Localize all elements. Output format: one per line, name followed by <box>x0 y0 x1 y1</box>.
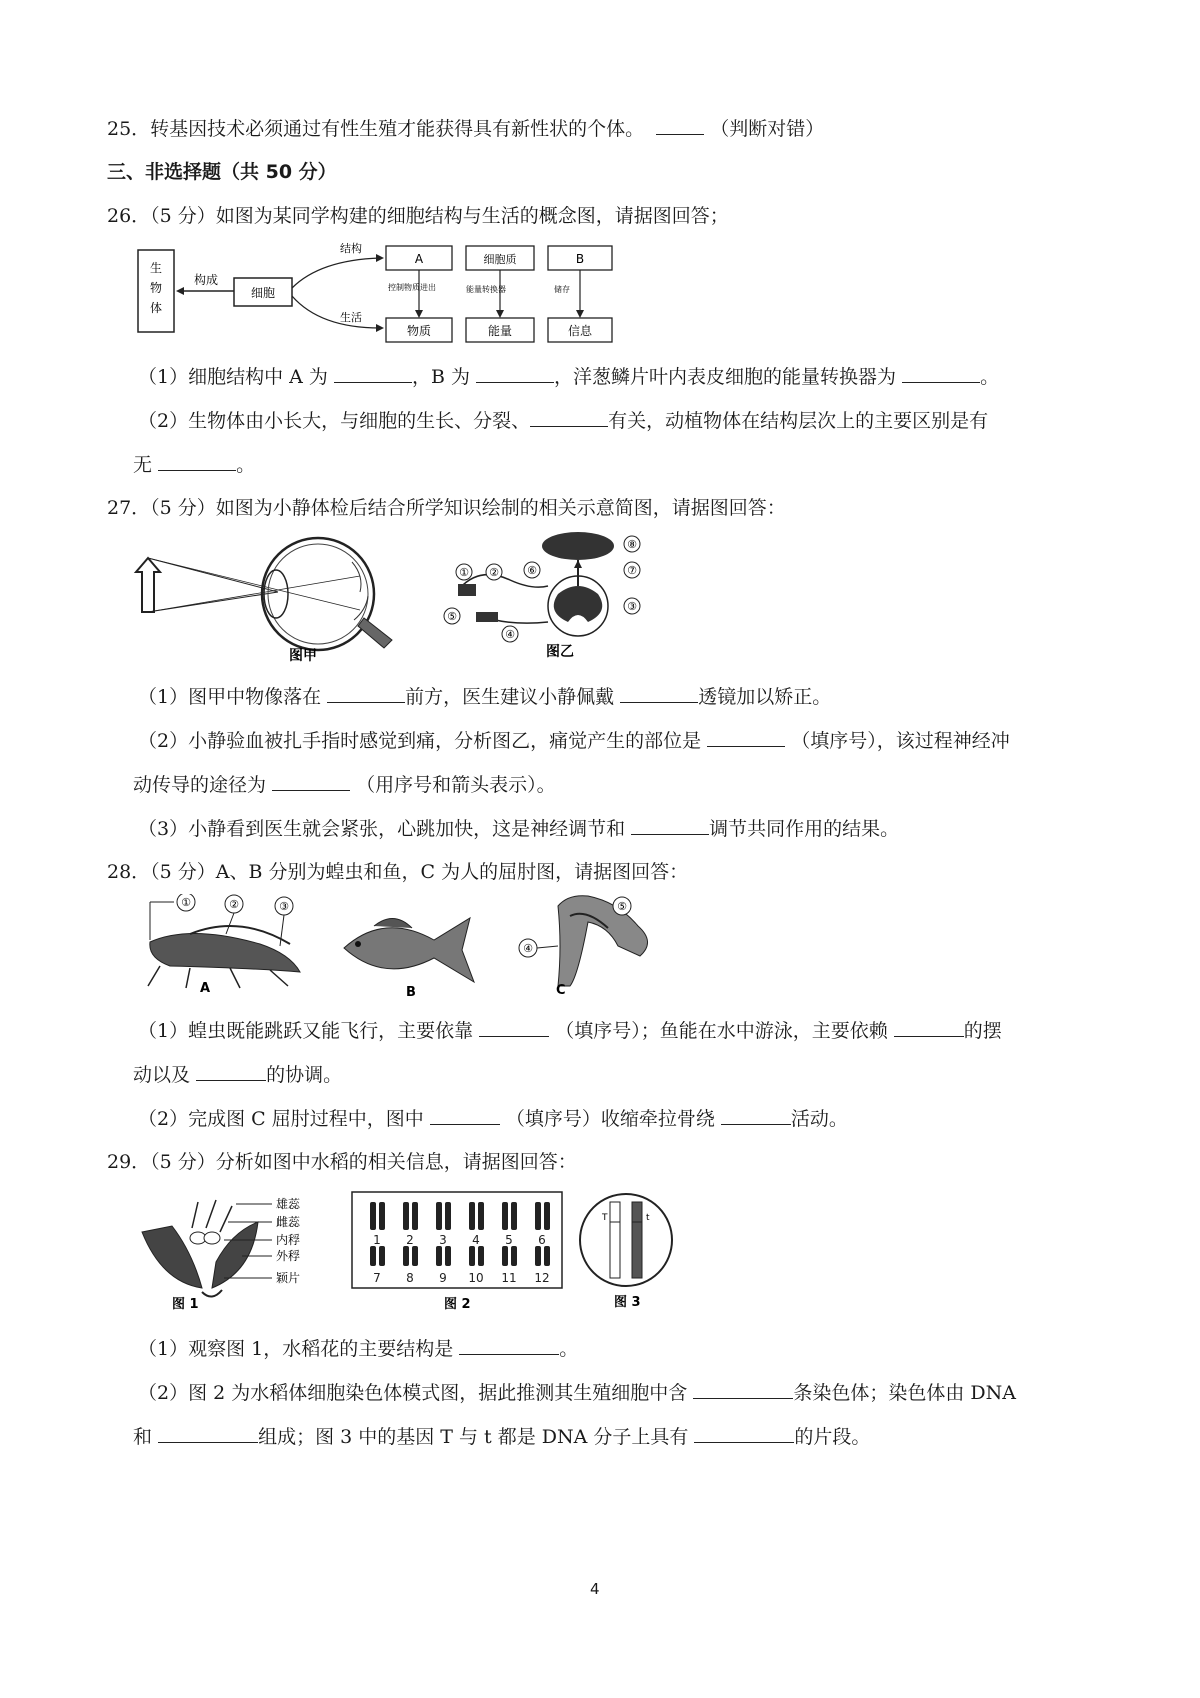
answer-blank[interactable] <box>707 728 785 747</box>
fig-label-c: C <box>556 983 566 996</box>
chromosome <box>535 1246 541 1266</box>
q29-part2-cont <box>133 1424 870 1449</box>
num-5: ⑤ <box>447 610 457 623</box>
q28-p1-text-e: 的协调。 <box>266 1064 343 1086</box>
fig3-label: 图 3 <box>614 1295 641 1310</box>
label-pistil: 雌蕊 <box>276 1215 301 1229</box>
answer-blank[interactable] <box>327 684 405 703</box>
q29-stem: 29．（5 分）分析如图中水稻的相关信息，请据图回答： <box>107 1151 577 1173</box>
answer-blank[interactable] <box>430 1106 500 1125</box>
q28-p2-text-b: （填序号）收缩牵拉骨绕 <box>505 1108 715 1130</box>
answer-blank[interactable] <box>476 364 554 383</box>
answer-blank[interactable] <box>656 116 704 135</box>
q29-p2-text-b: 条染色体；染色体由 DNA <box>793 1382 1016 1404</box>
q27-part2 <box>138 728 1010 753</box>
chromosome <box>379 1202 385 1230</box>
gene-t: t <box>646 1213 650 1223</box>
chromosome <box>403 1202 409 1230</box>
chromosome <box>502 1246 508 1266</box>
answer-blank[interactable] <box>196 1062 266 1081</box>
page-number: 4 <box>590 1580 600 1598</box>
q28-part1-cont <box>133 1062 342 1087</box>
eye-diagram <box>128 534 418 664</box>
answer-blank[interactable] <box>272 772 350 791</box>
chromosome <box>436 1202 442 1230</box>
q26-p1-text-b: ，B 为 <box>411 366 470 388</box>
q26-p2-text-d: 。 <box>236 454 256 476</box>
chromosome <box>544 1202 550 1230</box>
q27-part2-cont <box>133 772 556 797</box>
q26-p1-text-c: ，洋葱鳞片叶内表皮细胞的能量转换器为 <box>554 366 897 388</box>
fish-image <box>334 898 484 998</box>
fig2-label: 图 2 <box>444 1297 471 1312</box>
q26-p2-text-b: 有关，动植物体在结构层次上的主要区别是有 <box>608 410 989 432</box>
q26-p2-text: （2）生物体由小长大，与细胞的生长、分裂、 <box>138 410 531 432</box>
q27-part1 <box>138 684 831 709</box>
chromosome-number-top: 2 <box>406 1233 414 1247</box>
arrow-a-label: 控制物质进出 <box>388 283 436 292</box>
chromosome <box>469 1246 475 1266</box>
chromosome <box>370 1202 376 1230</box>
box-a: A <box>414 252 424 266</box>
q28-stem: 28．（5 分）A、B 分别为蝗虫和鱼，C 为人的屈肘图，请据图回答： <box>107 861 689 883</box>
q26-part2-cont <box>133 452 255 477</box>
chromosome-number-bottom: 7 <box>373 1271 381 1285</box>
answer-blank[interactable] <box>631 816 709 835</box>
section-title: 三、非选择题（共 50 分） <box>107 161 337 183</box>
num-6: ⑥ <box>527 564 537 577</box>
q28-part2 <box>138 1106 848 1131</box>
q29-part2 <box>138 1380 1016 1405</box>
q26-part1 <box>138 364 999 389</box>
chromosome <box>403 1246 409 1266</box>
chromosome-number-top: 5 <box>505 1233 513 1247</box>
q25-tail: （判断对错） <box>710 118 825 140</box>
chromosome <box>445 1246 451 1266</box>
gene-T: T <box>602 1213 608 1223</box>
chromosome-number-bottom: 11 <box>501 1271 517 1285</box>
answer-blank[interactable] <box>693 1380 793 1399</box>
chromosome-number-top: 3 <box>439 1233 447 1247</box>
q25-line <box>107 116 824 141</box>
answer-blank[interactable] <box>530 408 608 427</box>
q27-p1-text: （1）图甲中物像落在 <box>138 686 322 708</box>
q28-p1-text-b: （填序号）；鱼能在水中游泳，主要依赖 <box>555 1020 888 1042</box>
chromosome-number-bottom: 12 <box>534 1271 550 1285</box>
arrow-cyto-label: 能量转换器 <box>466 285 506 294</box>
organism-label-2: 物 <box>149 281 163 295</box>
chromosome <box>511 1202 517 1230</box>
chromosome <box>502 1202 508 1230</box>
answer-blank[interactable] <box>479 1018 549 1037</box>
elbow-flex-image <box>508 886 658 996</box>
q28-p1-text: （1）蝗虫既能跳跃又能飞行，主要依靠 <box>138 1020 474 1042</box>
label-lemma: 外稃 <box>276 1249 301 1263</box>
chromosome-number-bottom: 9 <box>439 1271 447 1285</box>
label-palea: 内稃 <box>276 1233 301 1247</box>
q27-p2-text-b: （填序号），该过程神经冲 <box>791 730 1010 752</box>
q26-concept-diagram <box>130 238 630 348</box>
q27-p3-text: （3）小静看到医生就会紧张，心跳加快，这是神经调节和 <box>138 818 626 840</box>
chromosome <box>478 1246 484 1266</box>
answer-blank[interactable] <box>694 1424 794 1443</box>
chromosome <box>412 1202 418 1230</box>
label-glume: 颖片 <box>276 1271 301 1285</box>
chromosome-number-bottom: 10 <box>468 1271 484 1285</box>
num-1: ① <box>459 566 469 579</box>
chromosome-diagram <box>348 1188 568 1312</box>
label-3: ③ <box>279 900 289 913</box>
num-4: ④ <box>505 628 515 641</box>
chromosome-number-top: 4 <box>472 1233 480 1247</box>
num-8: ⑧ <box>627 538 637 551</box>
fig-label-b: B <box>406 985 416 998</box>
q26-part2 <box>138 408 988 433</box>
box-b: B <box>575 252 585 266</box>
q27-p1-text-b: 前方，医生建议小静佩戴 <box>405 686 615 708</box>
q26-stem: 26．（5 分）如图为某同学构建的细胞结构与生活的概念图，请据图回答； <box>107 205 729 227</box>
chromosome <box>412 1246 418 1266</box>
rice-flower-diagram <box>132 1192 332 1312</box>
answer-blank[interactable] <box>902 364 980 383</box>
q26-p1-text-d: 。 <box>980 366 1000 388</box>
gene-diagram <box>576 1190 686 1314</box>
q29-p2-text-d: 组成；图 3 中的基因 T 与 t 都是 DNA 分子上具有 <box>258 1426 689 1448</box>
label-stamen: 雄蕊 <box>276 1197 301 1211</box>
q29-p1-text-b: 。 <box>559 1338 579 1360</box>
q29-p2-text: （2）图 2 为水稻体细胞染色体模式图，据此推测其生殖细胞中含 <box>138 1382 688 1404</box>
arrow-b-label: 储存 <box>554 285 570 294</box>
chromosome <box>436 1246 442 1266</box>
q27-part3 <box>138 816 899 841</box>
cell-label: 细胞 <box>250 286 276 300</box>
chromosome <box>445 1202 451 1230</box>
q27-p1-text-c: 透镜加以矫正。 <box>698 686 832 708</box>
q29-part1 <box>138 1336 578 1361</box>
q27-stem: 27．（5 分）如图为小静体检后结合所学知识绘制的相关示意简图，请据图回答： <box>107 497 786 519</box>
q28-p1-text-d: 动以及 <box>133 1064 191 1086</box>
chromosome <box>370 1246 376 1266</box>
num-7: ⑦ <box>627 564 637 577</box>
form-label: 构成 <box>193 273 219 287</box>
structure-label: 结构 <box>340 242 362 255</box>
label-5: ⑤ <box>617 900 627 913</box>
q27-p2-text: （2）小静验血被扎手指时感觉到痛，分析图乙，痛觉产生的部位是 <box>138 730 702 752</box>
q27-p2-text-c: 动传导的途径为 <box>133 774 267 796</box>
chromosome <box>478 1202 484 1230</box>
num-2: ② <box>489 566 499 579</box>
fig-a-label: 图甲 <box>289 648 317 664</box>
q26-p1-text: （1）细胞结构中 A 为 <box>138 366 328 388</box>
life-label: 生活 <box>340 311 362 324</box>
answer-blank[interactable] <box>158 1424 258 1443</box>
organism-label: 生 <box>149 261 163 275</box>
answer-blank[interactable] <box>721 1106 791 1125</box>
chromosome <box>511 1246 517 1266</box>
answer-blank[interactable] <box>894 1018 964 1037</box>
chromosome <box>544 1246 550 1266</box>
q28-p2-text: （2）完成图 C 屈肘过程中，图中 <box>138 1108 424 1130</box>
q27-p2-text-d: （用序号和箭头表示）。 <box>356 774 556 796</box>
fig-b-label: 图乙 <box>546 644 574 660</box>
answer-blank[interactable] <box>334 364 412 383</box>
q29-p2-text-c: 和 <box>133 1426 153 1448</box>
label-4: ④ <box>523 942 533 955</box>
bottom-box-3: 信息 <box>567 324 593 338</box>
chromosome-number-bottom: 8 <box>406 1271 414 1285</box>
chromosome-number-top: 6 <box>538 1233 546 1247</box>
q29-p2-text-e: 的片段。 <box>794 1426 871 1448</box>
fig1-label: 图 1 <box>172 1297 199 1312</box>
num-3: ③ <box>627 600 637 613</box>
chromosome <box>469 1202 475 1230</box>
box-cytoplasm: 细胞质 <box>483 253 517 266</box>
label-1: ① <box>181 896 191 909</box>
label-2: ② <box>229 898 239 911</box>
q25-text: 25．转基因技术必须通过有性生殖才能获得具有新性状的个体。 <box>107 118 645 140</box>
q29-p1-text: （1）观察图 1，水稻花的主要结构是 <box>138 1338 454 1360</box>
q28-part1 <box>138 1018 1002 1043</box>
fig-label-a: A <box>200 981 211 994</box>
chromosome <box>535 1202 541 1230</box>
q27-p3-text-b: 调节共同作用的结果。 <box>709 818 900 840</box>
answer-blank[interactable] <box>158 452 236 471</box>
q28-p2-text-c: 活动。 <box>790 1108 848 1130</box>
answer-blank[interactable] <box>620 684 698 703</box>
q26-p2-text-c: 无 <box>133 454 153 476</box>
chromosome-number-top: 1 <box>373 1233 381 1247</box>
bottom-box-1: 物质 <box>406 324 432 338</box>
grasshopper-image <box>130 894 310 994</box>
chromosome <box>379 1246 385 1266</box>
bottom-box-2: 能量 <box>487 324 513 338</box>
organism-label-3: 体 <box>149 301 163 315</box>
q28-p1-text-c: 的摆 <box>963 1020 1002 1042</box>
reflex-arc-diagram <box>440 530 680 660</box>
answer-blank[interactable] <box>459 1336 559 1355</box>
